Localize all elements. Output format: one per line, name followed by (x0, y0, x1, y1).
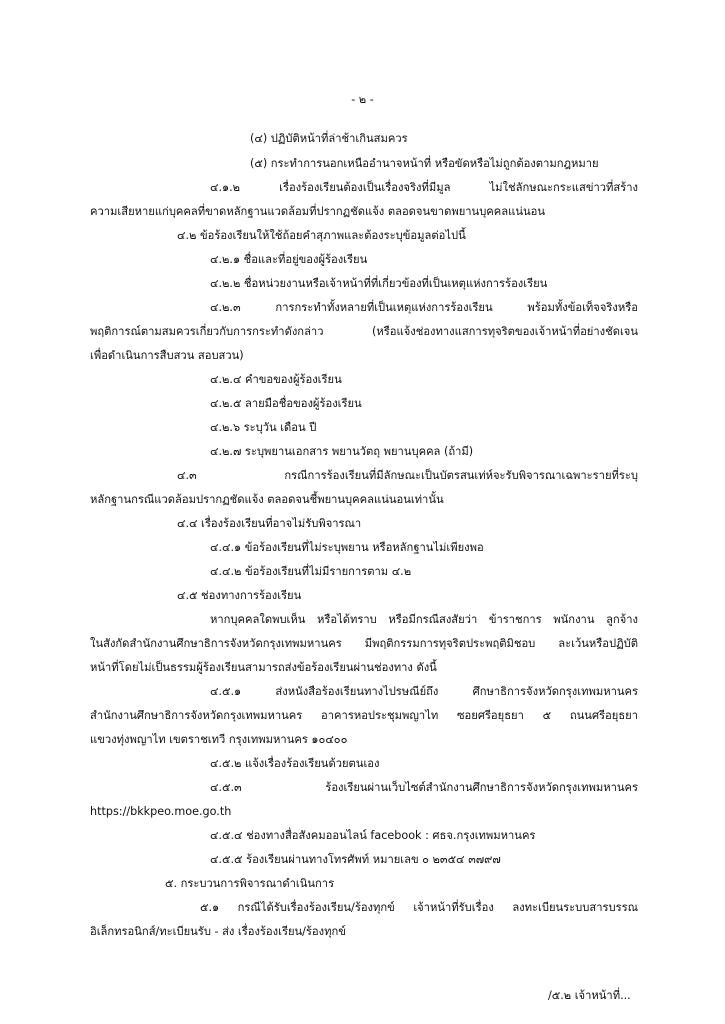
text-line: ความเสียหายแก่บุคคลที่ขาดหลักฐานแวดล้อมที่ปรากฏชัดแจ้ง ตลอดจนขาดพยานบุคคลแน่นอน (90, 205, 545, 218)
text-line: แขวงทุ่งพญาไท เขตราชเทวี กรุงเทพมหานคร ๑๐๔๐๐ (90, 733, 348, 746)
text-line: หากบุคคลใดพบเห็น หรือได้ทราบ หรือมีกรณีสงสัยว่า ข้าราชการ พนักงาน ลูกจ้าง (210, 613, 638, 626)
text-line: พฤติการณ์ตามสมควรเกี่ยวกับการกระทำดังกล่าว (หรือแจ้งช่องทางแสการทุจริตของเจ้าหน้าที่อย่างชัดเจน (90, 325, 638, 338)
text-line: ๔.๓ กรณีการร้องเรียนที่มีลักษณะเป็นบัตรสนเท่ห์จะรับพิจารณาเฉพาะรายที่ระบุ (177, 469, 638, 482)
text-line: ๔.๒.๓ การกระทำทั้งหลายที่เป็นเหตุแห่งการร้องเรียน พร้อมทั้งข้อเท็จจริงหรือ (210, 301, 638, 314)
text-line: ๔.๔ เรื่องร้องเรียนที่อาจไม่รับพิจารณา (177, 517, 362, 530)
text-line: ๔.๒.๔ คำขอของผู้ร้องเรียน (210, 373, 342, 386)
text-line: หน้าที่โดยไม่เป็นธรรมผู้ร้องเรียนสามารถส่งข้อร้องเรียนผ่านช่องทาง ดังนี้ (90, 661, 437, 674)
text-line: ๔.๑.๒ เรื่องร้องเรียนต้องเป็นเรื่องจริงที่มีมูล ไม่ใช่ลักษณะกระแสข่าวที่สร้าง (210, 181, 638, 194)
text-line: ๔.๒.๗ ระบุพยานเอกสาร พยานวัตถุ พยานบุคคล (ถ้ามี) (210, 445, 474, 458)
text-line: หลักฐานกรณีแวดล้อมปรากฏชัดแจ้ง ตลอดจนชี้พยานบุคคลแน่นอนเท่านั้น (90, 493, 444, 506)
continuation-note: /๕.๒ เจ้าหน้าที่... (548, 989, 631, 1002)
text-line: ๔.๒.๑ ชื่อและที่อยู่ของผู้ร้องเรียน (210, 253, 368, 266)
website-url: https://bkkpeo.moe.go.th (90, 805, 232, 818)
text-line: ๕.๑ กรณีได้รับเรื่องร้องเรียน/ร้องทุกข์ เจ้าหน้าที่รับเรื่อง ลงทะเบียนระบบสารบรรณ (200, 901, 638, 914)
text-line: ๔.๕.๔ ช่องทางสื่อสังคมออนไลน์ facebook : ศธจ.กรุงเทพมหานคร (210, 829, 536, 842)
section-heading: ๕. กระบวนการพิจารณาดำเนินการ (165, 877, 335, 890)
text-line: ๔.๔.๑ ข้อร้องเรียนที่ไม่ระบุพยาน หรือหลักฐานไม่เพียงพอ (210, 541, 484, 554)
text-line: (๔) ปฏิบัติหน้าที่ล่าช้าเกินสมควร (250, 132, 408, 145)
text-line: ๔.๕.๑ ส่งหนังสือร้องเรียนทางไปรษณีย์ถึง ศึกษาธิการจังหวัดกรุงเทพมหานคร (210, 685, 638, 698)
text-line: ๔.๔.๒ ข้อร้องเรียนที่ไม่มีรายการตาม ๔.๒ (210, 565, 412, 578)
page-number: - ๒ - (351, 93, 374, 106)
text-line: อิเล็กทรอนิกส์/ทะเบียนรับ - ส่ง เรื่องร้องเรียน/ร้องทุกข์ (90, 925, 346, 938)
text-line: ๔.๒.๒ ชื่อหน่วยงานหรือเจ้าหน้าที่ที่เกี่ยวข้องที่เป็นเหตุแห่งการร้องเรียน (210, 277, 548, 290)
text-line: สำนักงานศึกษาธิการจังหวัดกรุงเทพมหานคร อาคารหอประชุมพญาไท ซอยศรีอยุธยา ๕ ถนนศรีอยุธยา (90, 709, 638, 722)
text-line: ในสังกัดสำนักงานศึกษาธิการจังหวัดกรุงเทพมหานคร มีพฤติกรรมการทุจริตประพฤติมิชอบ ละเว้นหรือปฏิบัติ (90, 637, 638, 650)
text-line: ๔.๕.๒ แจ้งเรื่องร้องเรียนด้วยตนเอง (210, 757, 380, 770)
text-line: เพื่อดำเนินการสืบสวน สอบสวน) (90, 349, 244, 362)
text-line: ๔.๕ ช่องทางการร้องเรียน (177, 589, 302, 602)
text-line: ๔.๒.๕ ลายมือชื่อของผู้ร้องเรียน (210, 397, 362, 410)
text-line: ๔.๒.๖ ระบุวัน เดือน ปี (210, 421, 317, 434)
text-line: ๔.๕.๓ ร้องเรียนผ่านเว็บไซต์สำนักงานศึกษาธิการจังหวัดกรุงเทพมหานคร (210, 781, 638, 794)
text-line: (๕) กระทำการนอกเหนืออำนาจหน้าที่ หรือขัดหรือไม่ถูกต้องตามกฎหมาย (250, 157, 599, 170)
text-line: ๔.๒ ข้อร้องเรียนให้ใช้ถ้อยคำสุภาพและต้องระบุข้อมูลต่อไปนี้ (177, 229, 466, 242)
text-line: ๔.๕.๕ ร้องเรียนผ่านทางโทรศัพท์ หมายเลข ๐ ๒๓๕๔ ๓๗๙๗ (210, 853, 501, 866)
